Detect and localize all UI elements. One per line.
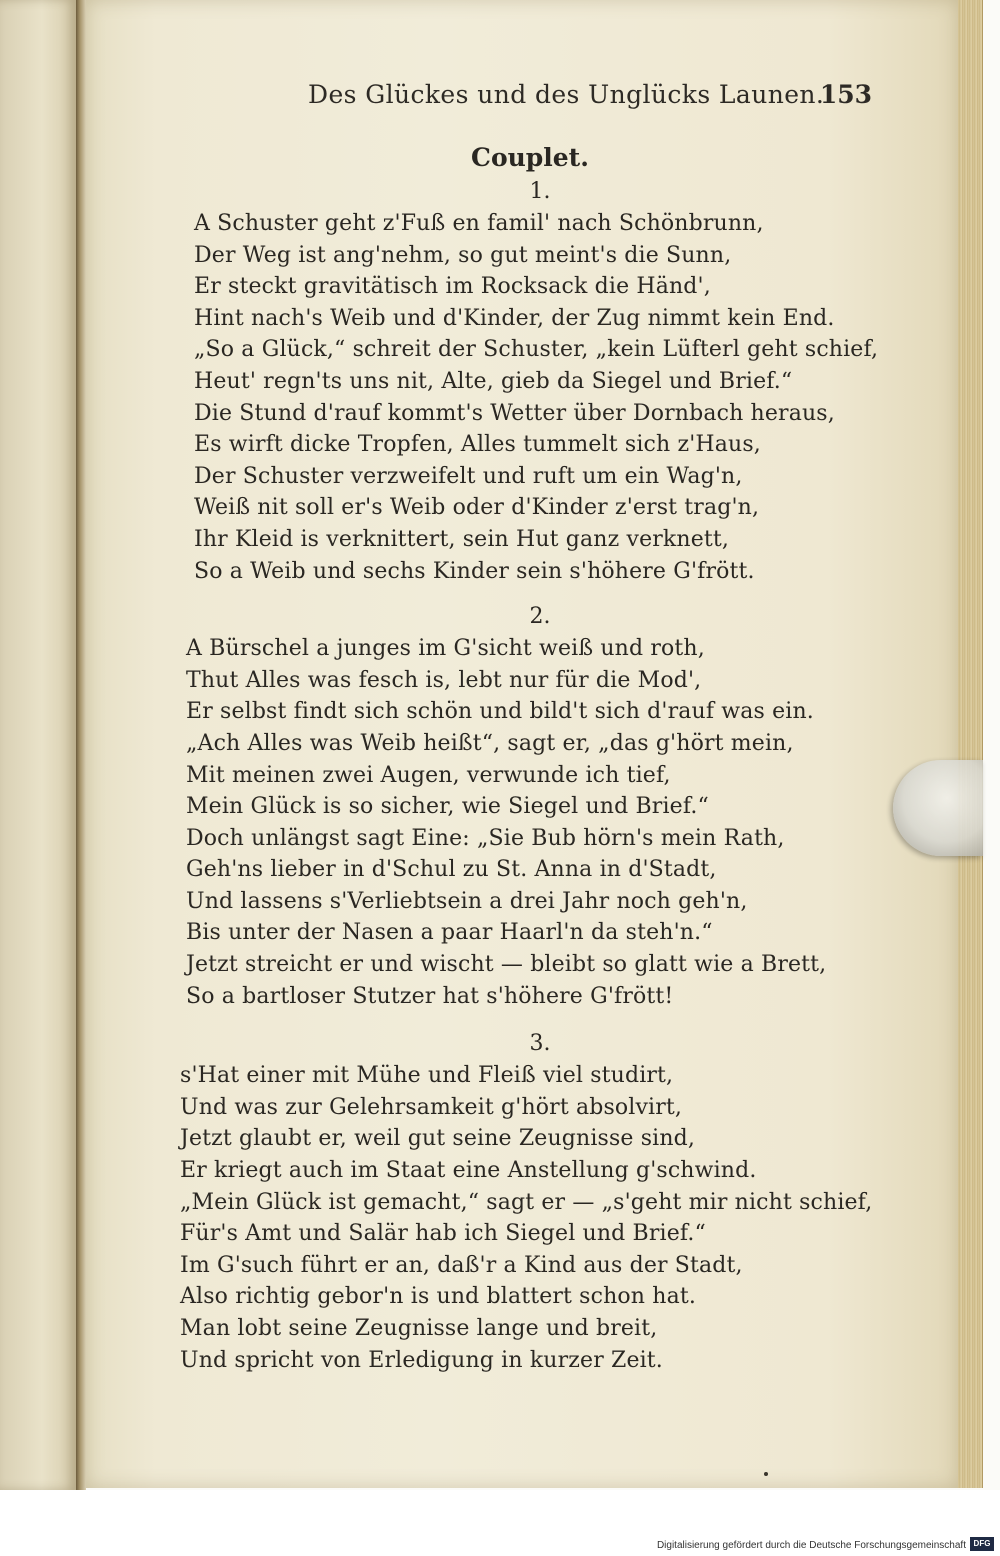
verse-line: s'Hat einer mit Mühe und Fleiß viel studirt, — [180, 1063, 674, 1089]
verse-line: Weiß nit soll er's Weib oder d'Kinder z'erst trag'n, — [194, 495, 760, 521]
verse-line: Heut' regn'ts uns nit, Alte, gieb da Siegel und Brief.“ — [194, 368, 793, 394]
verse-line: „So a Glück,“ schreit der Schuster, „kein Lüfterl geht schief, — [194, 337, 879, 363]
page-speck — [764, 1472, 768, 1476]
verse-line: Er kriegt auch im Staat eine Anstellung g'schwind. — [180, 1158, 757, 1184]
dfg-logo: DFG — [970, 1537, 994, 1551]
verse-line: Doch unlängst sagt Eine: „Sie Bub hörn's mein Rath, — [186, 825, 785, 851]
verse-line: Jetzt streicht er und wischt — bleibt so glatt wie a Brett, — [186, 952, 827, 978]
page-edges — [958, 0, 983, 1488]
verse-line: Und lassens s'Verliebtsein a drei Jahr noch geh'n, — [186, 888, 748, 914]
verse-line: So a bartloser Stutzer hat s'höhere G'frött! — [186, 983, 674, 1009]
verse-line: Bis unter der Nasen a paar Haarl'n da steh'n.“ — [186, 920, 713, 946]
verse-line: A Schuster geht z'Fuß en famil' nach Schönbrunn, — [194, 211, 764, 236]
page-clip-icon — [893, 760, 983, 856]
stanza-number: 2. — [529, 604, 551, 630]
verse-line: Die Stund d'rauf kommt's Wetter über Dornbach heraus, — [194, 400, 835, 426]
stanza-1 — [180, 176, 879, 587]
verse-line: Jetzt glaubt er, weil gut seine Zeugnisse sind, — [180, 1126, 696, 1152]
verse-line: Und was zur Gelehrsamkeit g'hört absolvirt, — [180, 1094, 683, 1120]
verse-line: Mit meinen zwei Augen, verwunde ich tief, — [186, 762, 671, 788]
page-header — [300, 80, 880, 120]
running-title: Des Glückes und des Unglücks Launen. — [308, 80, 825, 109]
verse-line: Thut Alles was fesch is, lebt nur für die Mod', — [186, 667, 702, 693]
verse-line: Im G'such führt er an, daß'r a Kind aus der Stadt, — [180, 1252, 743, 1278]
verse-line: Geh'ns lieber in d'Schul zu St. Anna in d'Stadt, — [186, 857, 717, 883]
verse-line: Hint nach's Weib und d'Kinder, der Zug nimmt kein End. — [194, 305, 835, 331]
verse-line: Der Schuster verzweifelt und ruft um ein Wag'n, — [194, 463, 743, 489]
funding-note: Digitalisierung gefördert durch die Deutsche Forschungsgemeinschaft — [656, 1540, 966, 1551]
verse-line: Ihr Kleid is verknittert, sein Hut ganz verknett, — [194, 526, 729, 552]
left-facing-page-edge — [0, 0, 78, 1490]
stanza-number: 3. — [529, 1031, 551, 1057]
couplet-title: Couplet. — [471, 143, 589, 172]
page-number: 153 — [819, 80, 872, 109]
couplet-text — [180, 140, 879, 1376]
verse-line: So a Weib und sechs Kinder sein s'höhere G'frött. — [194, 558, 755, 584]
verse-line: Es wirft dicke Tropfen, Alles tummelt sich z'Haus, — [194, 432, 761, 458]
verse-line: „Mein Glück ist gemacht,“ sagt er — „s'geht mir nicht schief, — [180, 1189, 873, 1215]
verse-line: Und spricht von Erledigung in kurzer Zeit. — [180, 1347, 663, 1373]
verse-line: Für's Amt und Salär hab ich Siegel und Brief.“ — [180, 1221, 706, 1247]
verse-line: Also richtig gebor'n is und blattert schon hat. — [180, 1284, 696, 1310]
stanza-2 — [180, 601, 870, 1012]
stanza-3 — [180, 1028, 873, 1376]
verse-line: Mein Glück is so sicher, wie Siegel und Brief.“ — [186, 794, 709, 820]
verse-line: Er steckt gravitätisch im Rocksack die Händ', — [194, 274, 711, 300]
verse-line: Man lobt seine Zeugnisse lange und breit, — [180, 1316, 658, 1341]
verse-line: „Ach Alles was Weib heißt“, sagt er, „das g'hört mein, — [186, 730, 794, 756]
verse-line: Der Weg ist ang'nehm, so gut meint's die Sunn, — [194, 242, 732, 268]
verse-line: A Bürschel a junges im G'sicht weiß und roth, — [186, 636, 705, 662]
stanza-number: 1. — [529, 179, 551, 204]
book-gutter — [76, 0, 86, 1490]
verse-line: Er selbst findt sich schön und bild't sich d'rauf was ein. — [186, 699, 814, 725]
